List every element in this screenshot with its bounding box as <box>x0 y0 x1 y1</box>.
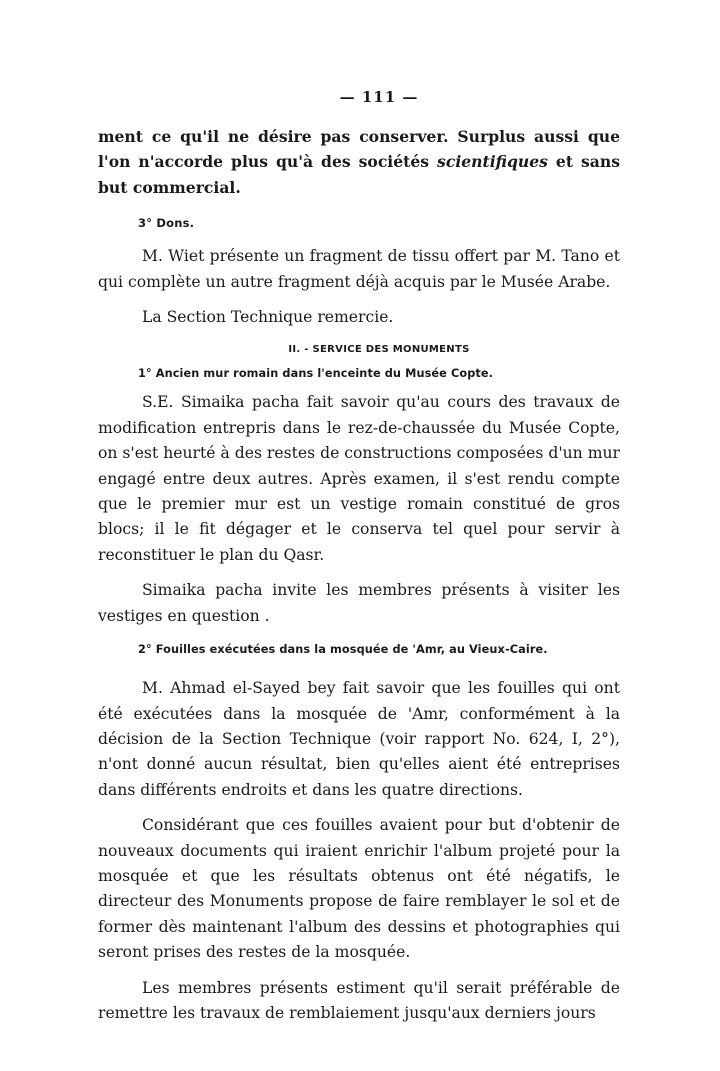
document-page <box>98 88 620 1026</box>
paragraph-considerant: Considérant que ces fouilles avaient pour but d'obtenir de nouveaux documents qui iraient enrichir l'album projeté pour la mosquée et que les résultats obtenus ont été négatifs, le directeur des Monuments propose de faire remblayer le sol et de former dès maintenant l'album des dessins et photographies qui seront prises des restes de la mosquée. <box>98 816 620 962</box>
heading-ancien-mur: 1° Ancien mur romain dans l'enceinte du Musée Copte. <box>138 367 494 381</box>
heading-fouilles: 2° Fouilles exécutées dans la mosquée de 'Amr, au Vieux-Caire. <box>138 643 548 657</box>
section-title: II. - SERVICE DES MONUMENTS <box>288 344 470 356</box>
page-number: — 111 — <box>339 88 419 106</box>
paragraph-continuation-end: et sans but commercial. <box>98 152 621 197</box>
paragraph-membres: Les membres présents estiment qu'il serait préférable de remettre les travaux de remblaiement jusqu'aux derniers jours <box>98 978 620 1022</box>
paragraph-ahmad: M. Ahmad el-Sayed bey fait savoir que les fouilles qui ont été exécutées dans la mosquée de 'Amr, conformément à la décision de la Section Technique (voir rapport No. 624, I, 2°), n'ont donné aucun résultat, bien qu'elles aient été entreprises dans différents endroits et dans les quatre directions. <box>98 679 620 799</box>
emphasis-scientifiques: scientifiques <box>437 152 548 172</box>
heading-dons: 3° Dons. <box>138 216 195 231</box>
paragraph-dons: M. Wiet présente un fragment de tissu offert par M. Tano et qui complète un autre fragment déjà acquis par le Musée Arabe. <box>98 247 620 291</box>
paragraph-continuation <box>98 124 620 200</box>
paragraph-remercie: La Section Technique remercie. <box>142 308 394 327</box>
paragraph-continuation-text: ment ce qu'il ne désire pas conserver. Surplus aussi que l'on n'accorde plus qu'à des sociétés <box>98 127 620 172</box>
paragraph-simaika: S.E. Simaika pacha fait savoir qu'au cours des travaux de modification entrepris dans le rez-de-chaussée du Musée Copte, on s'est heurté à des restes de constructions composées d'un mur engagé entre deux autres. Après examen, il s'est rendu compte que le premier mur est un vestige romain constitué de gros blocs; il le fit dégager et le conserva tel quel pour servir à reconstituer le plan du Qasr. <box>98 393 620 564</box>
paragraph-invite: Simaika pacha invite les membres présents à visiter les vestiges en question . <box>98 581 620 625</box>
